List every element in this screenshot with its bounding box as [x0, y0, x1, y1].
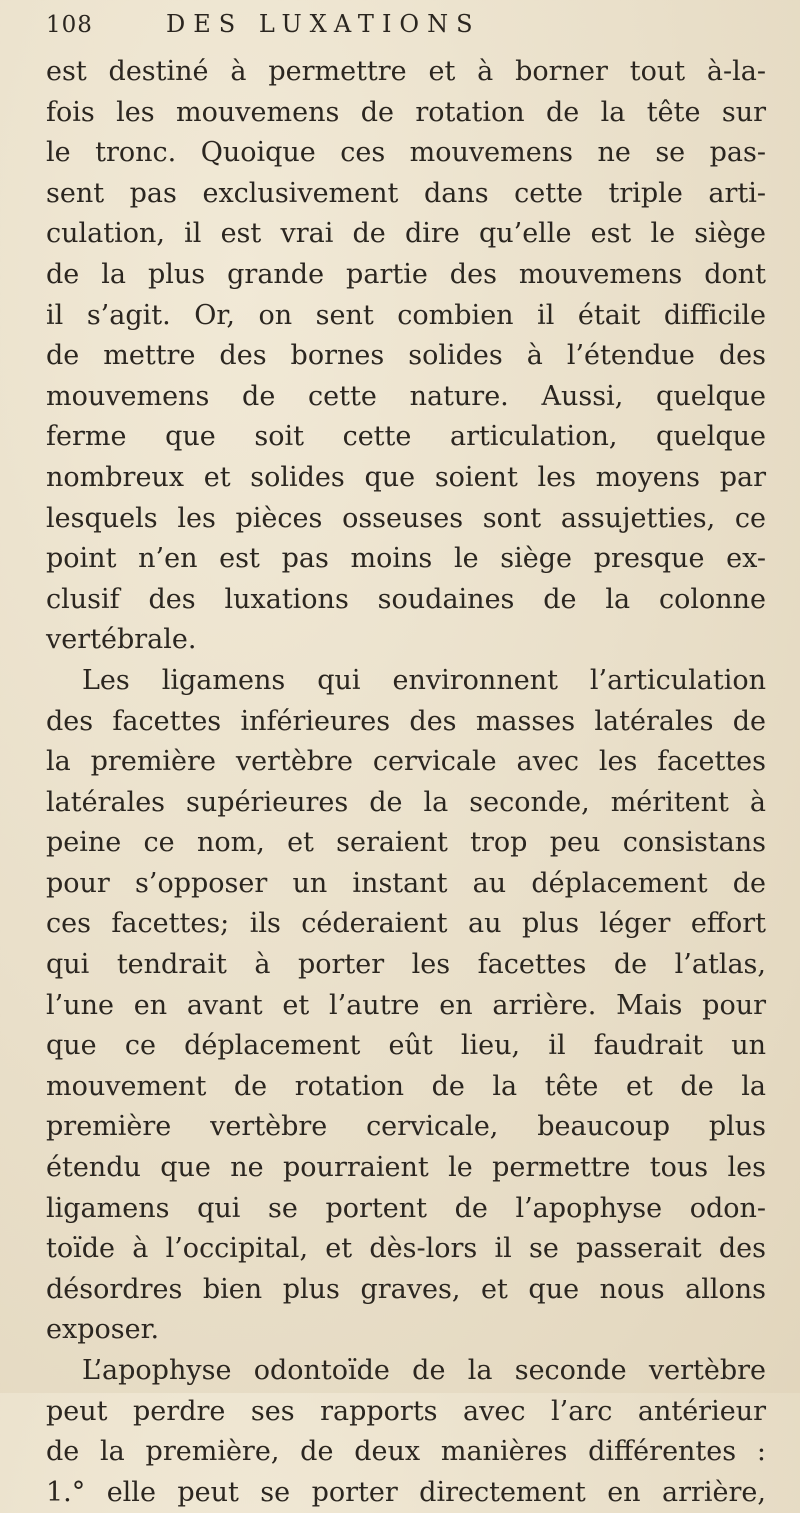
text-line: 1.° elle peut se porter directement en arrière, — [46, 1476, 766, 1508]
text-line: la première vertèbre cervicale avec les facettes — [46, 746, 766, 778]
text-line: est destiné à permettre et à borner tout à-la- — [46, 56, 766, 87]
text-line: clusif des luxations soudaines de la colonne — [46, 583, 766, 615]
paragraph — [46, 661, 766, 1351]
body-text — [46, 52, 766, 1513]
text-line: désordres bien plus graves, et que nous allons — [46, 1273, 766, 1305]
page-header — [46, 10, 766, 46]
text-line: point n’en est pas moins le siège presque ex- — [46, 543, 766, 575]
text-line: pour s’opposer un instant au déplacement de — [46, 867, 766, 899]
text-line: lesquels les pièces osseuses sont assujetties, ce — [46, 502, 766, 534]
text-line: de la première, de deux manières différentes : — [46, 1436, 766, 1468]
text-line: ferme que soit cette articulation, quelque — [46, 421, 766, 453]
paragraph — [46, 52, 766, 661]
text-line: que ce déplacement eût lieu, il faudrait un — [46, 1030, 766, 1062]
text-line: nombreux et solides que soient les moyens par — [46, 461, 766, 493]
text-line: l’une en avant et l’autre en arrière. Mais pour — [46, 989, 766, 1021]
text-line: première vertèbre cervicale, beaucoup plus — [46, 1111, 766, 1143]
text-line: ligamens qui se portent de l’apophyse odon- — [46, 1192, 766, 1224]
text-line: vertébrale. — [46, 624, 197, 656]
text-line: toïde à l’occipital, et dès-lors il se passerait des — [46, 1233, 766, 1265]
text-line: étendu que ne pourraient le permettre tous les — [46, 1152, 766, 1184]
text-line: mouvemens de cette nature. Aussi, quelque — [46, 380, 766, 412]
text-line: de la plus grande partie des mouvemens dont — [46, 258, 766, 290]
running-title: DES LUXATIONS — [166, 10, 481, 38]
text-line: Les ligamens qui environnent l’articulation — [82, 664, 766, 696]
text-line: mouvement de rotation de la tête et de la — [46, 1070, 766, 1102]
text-line: de mettre des bornes solides à l’étendue des — [46, 340, 766, 372]
text-line: peut perdre ses rapports avec l’arc antérieur — [46, 1395, 766, 1427]
paragraph — [46, 1351, 766, 1513]
text-line: qui tendrait à porter les facettes de l’atlas, — [46, 949, 766, 981]
page-number: 108 — [46, 12, 93, 38]
text-line: le tronc. Quoique ces mouvemens ne se pas- — [46, 137, 766, 169]
text-line: culation, il est vrai de dire qu’elle est le siège — [46, 218, 766, 250]
text-line: L’apophyse odontoïde de la seconde vertèbre — [82, 1355, 766, 1386]
text-line: fois les mouvemens de rotation de la tête sur — [46, 96, 766, 128]
text-line: ces facettes; ils céderaient au plus léger effort — [46, 908, 766, 940]
text-line: exposer. — [46, 1314, 160, 1346]
text-line: peine ce nom, et seraient trop peu consistans — [46, 827, 766, 859]
text-line: sent pas exclusivement dans cette triple arti- — [46, 177, 766, 209]
text-line: il s’agit. Or, on sent combien il était difficile — [46, 299, 766, 331]
text-line: latérales supérieures de la seconde, méritent à — [46, 786, 766, 818]
text-line: des facettes inférieures des masses latérales de — [46, 705, 766, 737]
